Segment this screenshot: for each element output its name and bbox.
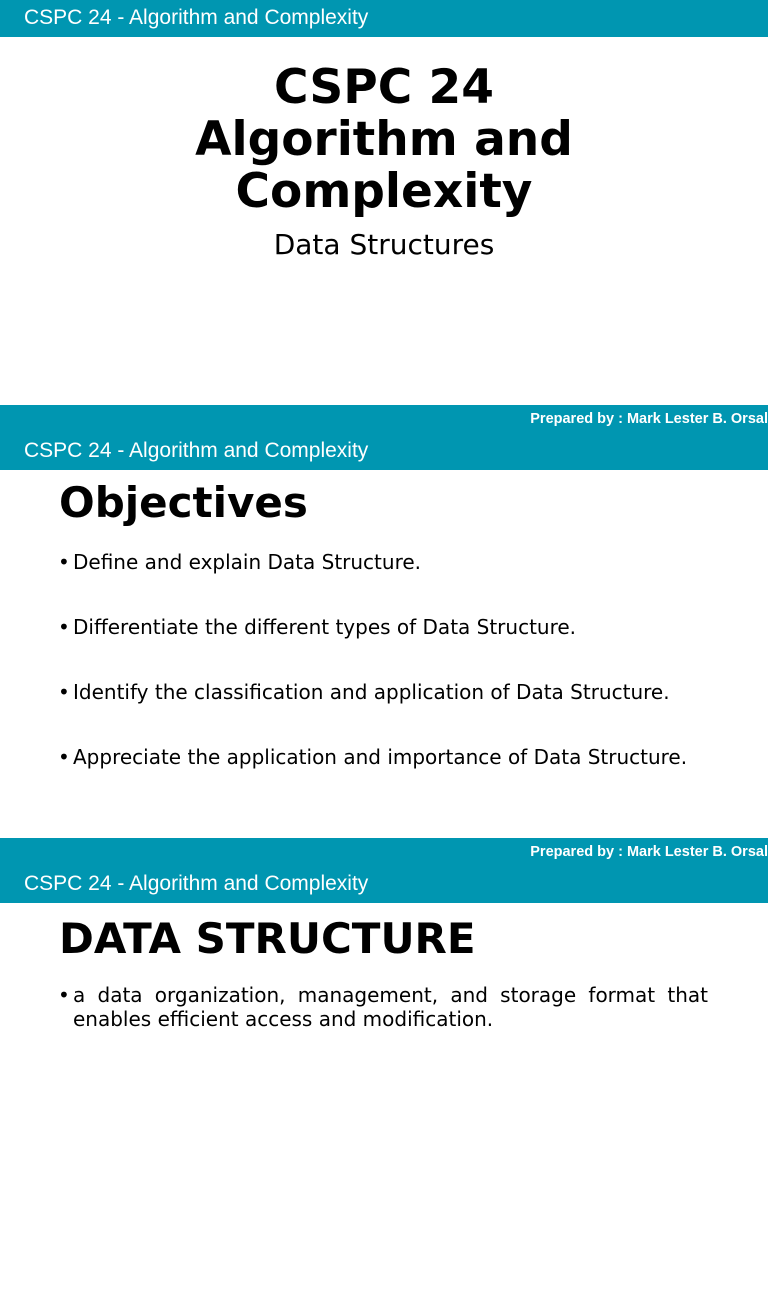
slide-title-text	[0, 62, 768, 218]
slide-footer	[0, 838, 768, 866]
slide-header	[0, 866, 768, 903]
objectives-list	[58, 550, 708, 810]
slide-footer	[0, 405, 768, 433]
header-text: CSPC 24 - Algorithm and Complexity	[24, 872, 369, 895]
list-item: • Identify the classification and application of Data Structure.	[58, 680, 708, 704]
slide-header	[0, 0, 768, 37]
title-line: Algorithm and	[195, 112, 573, 167]
slide-heading: Objectives	[59, 478, 308, 527]
title-line: Complexity	[235, 164, 533, 219]
slide-header	[0, 433, 768, 470]
footer-text: Prepared by : Mark Lester B. Orsal	[530, 844, 768, 860]
definition-list	[58, 983, 708, 1072]
list-item: • Differentiate the different types of Data Structure.	[58, 615, 708, 639]
slide-title	[0, 0, 768, 433]
slide-heading: DATA STRUCTURE	[59, 914, 476, 963]
slide-subtitle: Data Structures	[273, 228, 495, 261]
list-item: • Appreciate the application and importance of Data Structure.	[58, 745, 708, 769]
title-line: CSPC 24	[274, 60, 494, 115]
header-text: CSPC 24 - Algorithm and Complexity	[24, 439, 369, 462]
footer-text: Prepared by : Mark Lester B. Orsal	[530, 411, 768, 427]
slide-objectives	[0, 433, 768, 866]
header-text: CSPC 24 - Algorithm and Complexity	[24, 6, 369, 29]
slide-data-structure	[0, 866, 768, 1299]
list-item: • Define and explain Data Structure.	[58, 550, 708, 574]
list-item: • a data organization, management, and storage format that enables efficient access and modification.	[58, 983, 708, 1031]
